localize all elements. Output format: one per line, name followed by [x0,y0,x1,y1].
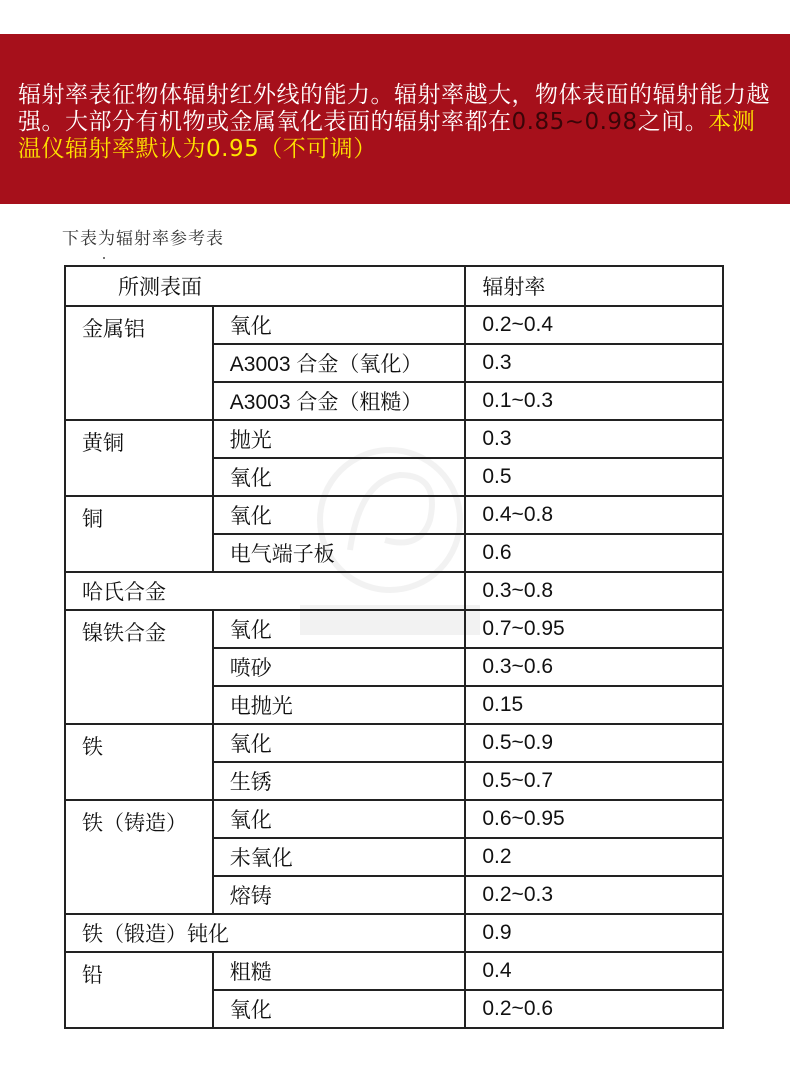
material-cell: 铅 [65,952,213,1028]
value-cell: 0.2 [465,838,723,876]
condition-cell: 氧化 [213,990,466,1028]
value-cell: 0.4~0.8 [465,496,723,534]
material-cell: 黄铜 [65,420,213,496]
condition-cell: 氧化 [213,610,466,648]
table-row [65,420,723,458]
material-cell: 镍铁合金 [65,610,213,724]
table-row [65,724,723,762]
value-cell: 0.6 [465,534,723,572]
condition-cell: 喷砂 [213,648,466,686]
material-cell: 铁（铸造） [65,800,213,914]
condition-cell: A3003 合金（氧化） [213,344,466,382]
value-cell: 0.2~0.6 [465,990,723,1028]
value-cell: 0.3 [465,420,723,458]
condition-cell: 未氧化 [213,838,466,876]
condition-cell: 氧化 [213,724,466,762]
value-cell: 0.7~0.95 [465,610,723,648]
value-cell: 0.5~0.7 [465,762,723,800]
condition-cell: 氧化 [213,458,466,496]
material-cell: 哈氏合金 [65,572,465,610]
emissivity-table [64,265,724,1029]
table-row [65,914,723,952]
table-row [65,610,723,648]
table-row [65,800,723,838]
value-cell: 0.2~0.3 [465,876,723,914]
material-cell: 金属铝 [65,306,213,420]
table-row [65,952,723,990]
material-cell: 铁（锻造）钝化 [65,914,465,952]
value-cell: 0.3~0.8 [465,572,723,610]
condition-cell: 抛光 [213,420,466,458]
condition-cell: 电气端子板 [213,534,466,572]
condition-cell: 熔铸 [213,876,466,914]
banner-text [18,82,778,163]
value-cell: 0.3 [465,344,723,382]
value-cell: 0.9 [465,914,723,952]
decorative-dot [103,257,105,259]
banner-text-end: 之间。 [637,109,709,135]
condition-cell: 电抛光 [213,686,466,724]
value-cell: 0.3~0.6 [465,648,723,686]
value-cell: 0.1~0.3 [465,382,723,420]
table-header-row [65,266,723,306]
condition-cell: 氧化 [213,306,466,344]
banner-default-note: 本测温仪辐射率默认为0.95（不可调） [18,109,756,162]
header-surface: 所测表面 [65,266,465,306]
material-cell: 铜 [65,496,213,572]
condition-cell: A3003 合金（粗糙） [213,382,466,420]
value-cell: 0.2~0.4 [465,306,723,344]
table-row [65,572,723,610]
material-cell: 铁 [65,724,213,800]
value-cell: 0.6~0.95 [465,800,723,838]
table-row [65,496,723,534]
value-cell: 0.5~0.9 [465,724,723,762]
value-cell: 0.4 [465,952,723,990]
table-row [65,306,723,344]
condition-cell: 粗糙 [213,952,466,990]
value-cell: 0.15 [465,686,723,724]
banner-range: 0.85~0.98 [511,109,638,135]
condition-cell: 生锈 [213,762,466,800]
value-cell: 0.5 [465,458,723,496]
condition-cell: 氧化 [213,496,466,534]
condition-cell: 氧化 [213,800,466,838]
table-caption: 下表为辐射率参考表 [62,229,224,249]
banner-text-main: 辐射率表征物体辐射红外线的能力。辐射率越大，物体表面的辐射能力越强。大部分有机物或金属氧化表面的辐射率都在 [18,82,770,135]
header-emissivity: 辐射率 [465,266,723,306]
